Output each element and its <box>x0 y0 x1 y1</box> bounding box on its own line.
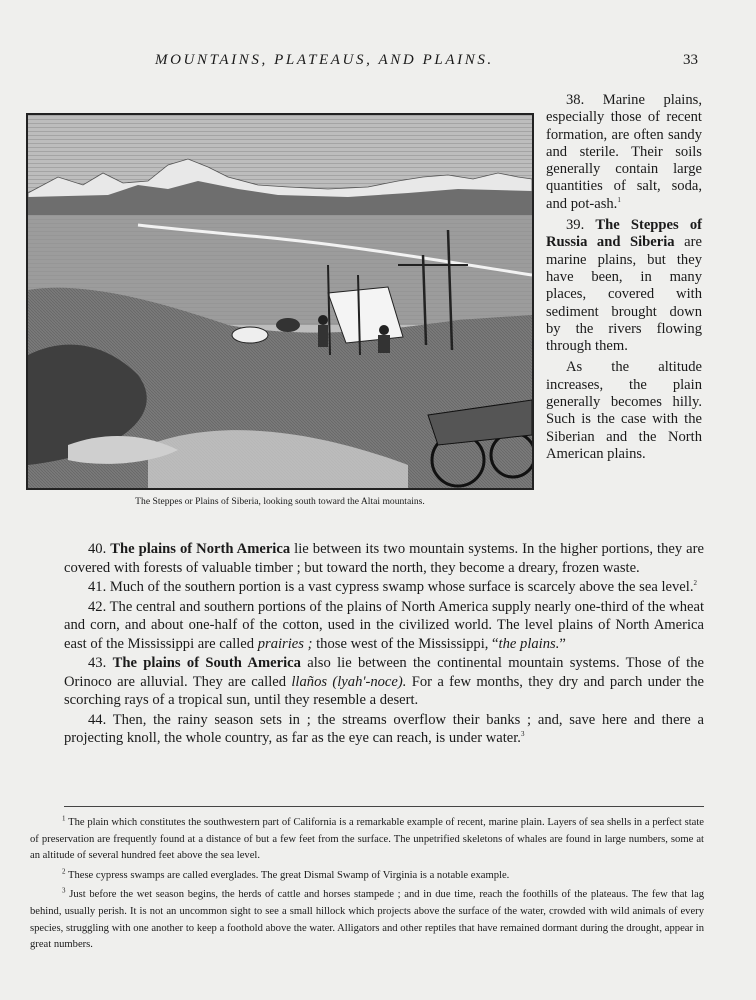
footnote-divider <box>64 806 704 807</box>
paragraph-38: 38. Marine plains, especially those of recent formation, are often sandy and sterile. Their soils generally contain large quantities of salt, soda, and pot-ash.$^1$ <box>546 92 702 212</box>
page-number: 33 <box>683 52 698 68</box>
traveler <box>318 315 328 325</box>
running-title: MOUNTAINS, PLATEAUS, AND PLAINS. <box>155 52 494 68</box>
heading-north-america: The plains of North America <box>110 541 291 557</box>
paragraph-39b: As the altitude increases, the plain generally becomes hilly. Such is the case with the Siberian and the North American plains. <box>546 359 702 462</box>
side-column <box>546 92 702 463</box>
paragraph-44: 44. Then, the rainy season sets in ; the streams overflow their banks ; and, save here and there a projecting knoll, the whole country, as far as the eye can reach, is under water.$^3$ <box>64 711 704 746</box>
footnote-3: $^3$ Just before the wet season begins, the herds of cattle and horses stampede ; and in due time, reach the foothills of the plateaus. The few that lag behind, usually perish. It is not an uncommon sight to see a small hillock which projects above the surface of the water, crowded with wild animals of every species, struggling with one another to keep a foothold above the water. Alligators and other reptiles that have remained dormant during the drought, appear in great numbers. <box>30 886 704 951</box>
main-text <box>64 540 704 748</box>
steppe-illustration <box>26 113 534 490</box>
heading-south-america: The plains of South America <box>112 655 301 671</box>
white-horse <box>232 327 268 343</box>
footnotes <box>30 815 704 957</box>
footnote-1: $^1$ The plain which constitutes the southwestern part of California is a remarkable example of recent, marine plain. Layers of sea shells in a perfect state of preservation are frequently found at a distance of but a few feet from the surface. The unpetrified skeletons of whales are found in large numbers, some at an altitude of several hundred feet above the sea level. <box>30 814 704 862</box>
running-header <box>0 52 756 72</box>
footnote-2: $^2$ These cypress swamps are called everglades. The great Dismal Swamp of Virginia is a notable example. <box>62 867 510 881</box>
dark-horse <box>276 318 300 332</box>
traveler <box>379 325 389 335</box>
paragraph-40: 40. The plains of North America lie between its two mountain systems. In the higher portions, they are covered with forests of valuable timber ; but toward the north, they become a dreary, frozen waste. <box>64 541 704 576</box>
paragraph-41: 41. Much of the southern portion is a vast cypress swamp whose surface is scarcely above the sea level.$^2$ <box>88 579 697 595</box>
paragraph-43: 43. The plains of South America also lie between the continental mountain systems. Those of the Orinoco are alluvial. They are called llaños (lyah'-noce). For a few months, they dry and parch under the scorching rays of a tropical sun, until they resemble a desert. <box>64 655 705 708</box>
paragraph-42: 42. The central and southern portions of the plains of North America supply nearly one-third of the wheat and corn, and about one-half of the cotton, used in the civilized world. The level plains of North America east of the Mississippi are called prairies ; those west of the Mississippi, “the plains.” <box>64 598 704 652</box>
paragraph-39: 39. The Steppes of Russia and Siberia are marine plains, but they have been, in many places, covered with sediment brought down by the rivers flowing through them. <box>546 217 702 355</box>
steppe-engraving <box>28 115 532 488</box>
heading-steppes: The Steppes of Russia and Siberia <box>546 217 702 251</box>
figure-caption: The Steppes or Plains of Siberia, looking south toward the Altai mountains. <box>135 496 425 507</box>
